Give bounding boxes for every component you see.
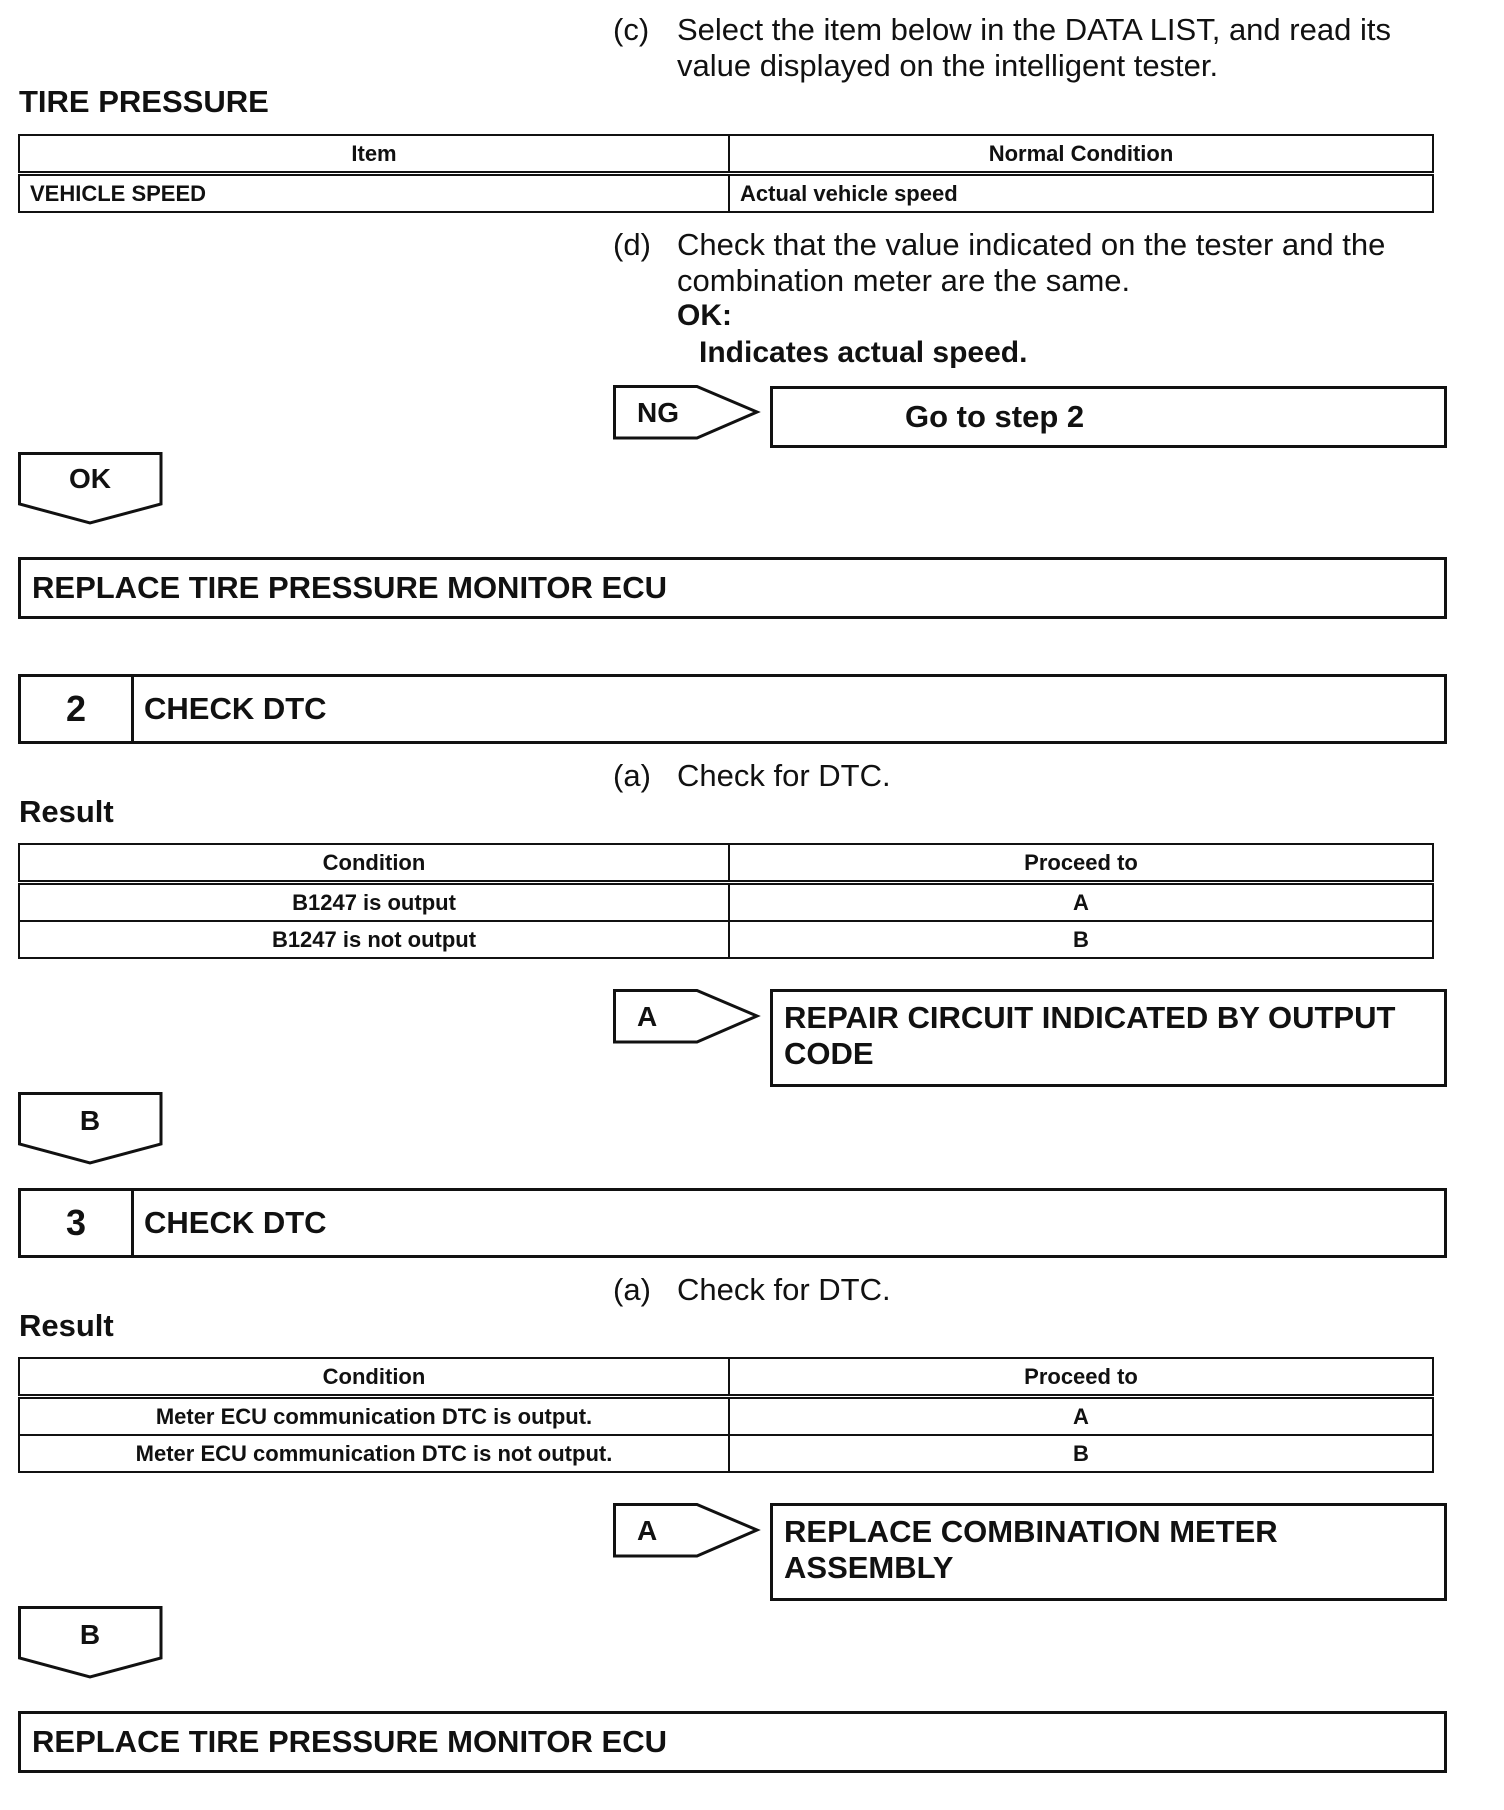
step2-a-instruction bbox=[613, 758, 1413, 798]
replace-ecu-box[interactable] bbox=[18, 557, 1447, 619]
action-text: REPLACE TIRE PRESSURE MONITOR ECU bbox=[32, 570, 668, 605]
substep-text: Check that the value indicated on the tester and the combination meter are the same. bbox=[677, 227, 1386, 298]
table-header-row bbox=[19, 135, 1433, 174]
repair-circuit-box[interactable] bbox=[770, 989, 1447, 1087]
substep-text: Check for DTC. bbox=[677, 1272, 891, 1307]
substep-label: (a) bbox=[613, 758, 651, 793]
ng-arrow-label: NG bbox=[637, 397, 679, 428]
b-arrow-label: B bbox=[79, 1105, 101, 1136]
result-title: Result bbox=[19, 794, 114, 829]
table-header: Proceed to bbox=[729, 844, 1433, 883]
table-cell: B bbox=[729, 921, 1433, 958]
table-header: Condition bbox=[19, 1358, 729, 1397]
step-title: CHECK DTC bbox=[144, 691, 327, 726]
action-text: REPAIR CIRCUIT INDICATED BY OUTPUT CODE bbox=[784, 1000, 1396, 1071]
step-2-header bbox=[18, 674, 1447, 744]
ok-arrow-label: OK bbox=[69, 463, 111, 494]
substep-label: (d) bbox=[613, 227, 651, 262]
table-row bbox=[19, 921, 1433, 958]
b-arrow-label: B bbox=[79, 1619, 101, 1650]
substep-text: Select the item below in the DATA LIST, and read its value displayed on the intelligent tester. bbox=[677, 12, 1391, 83]
action-text: REPLACE COMBINATION METER ASSEMBLY bbox=[784, 1514, 1278, 1585]
replace-ecu-box[interactable] bbox=[18, 1711, 1447, 1773]
table-title: TIRE PRESSURE bbox=[19, 84, 269, 119]
table-cell: B bbox=[729, 1435, 1433, 1472]
replace-meter-box[interactable] bbox=[770, 1503, 1447, 1601]
table-row bbox=[19, 1435, 1433, 1472]
substep-text: Check for DTC. bbox=[677, 758, 891, 793]
table-cell: B1247 is not output bbox=[19, 921, 729, 958]
ok-label: OK: bbox=[677, 299, 732, 332]
a-arrow-label: A bbox=[637, 1001, 658, 1032]
result-table bbox=[18, 1357, 1434, 1473]
table-row bbox=[19, 883, 1433, 922]
table-cell: Actual vehicle speed bbox=[729, 174, 1433, 213]
right-arrow-icon bbox=[613, 989, 763, 1045]
data-list-table bbox=[18, 134, 1434, 213]
result-title: Result bbox=[19, 1308, 114, 1343]
step-number: 3 bbox=[21, 1191, 134, 1255]
right-arrow-icon bbox=[613, 385, 763, 441]
substep-label: (c) bbox=[613, 12, 650, 47]
ok-condition: Indicates actual speed. bbox=[699, 336, 1028, 369]
step-number: 2 bbox=[21, 677, 134, 741]
result-table bbox=[18, 843, 1434, 959]
right-arrow-icon bbox=[613, 1503, 763, 1559]
substep-label: (a) bbox=[613, 1272, 651, 1307]
table-cell: A bbox=[729, 1397, 1433, 1436]
step1-d-instruction bbox=[613, 227, 1413, 307]
table-header-row bbox=[19, 1358, 1433, 1397]
a-arrow-label: A bbox=[637, 1515, 658, 1546]
table-cell: B1247 is output bbox=[19, 883, 729, 922]
table-cell: Meter ECU communication DTC is output. bbox=[19, 1397, 729, 1436]
table-cell: Meter ECU communication DTC is not output. bbox=[19, 1435, 729, 1472]
table-cell: A bbox=[729, 883, 1433, 922]
step-3-header bbox=[18, 1188, 1447, 1258]
table-cell: VEHICLE SPEED bbox=[19, 174, 729, 213]
target-text: Go to step 2 bbox=[905, 399, 1085, 434]
table-row bbox=[19, 174, 1433, 213]
table-header: Item bbox=[19, 135, 729, 174]
table-header: Normal Condition bbox=[729, 135, 1433, 174]
step-title: CHECK DTC bbox=[144, 1205, 327, 1240]
step3-a-instruction bbox=[613, 1272, 1413, 1312]
step1-c-instruction bbox=[613, 12, 1413, 92]
table-header-row bbox=[19, 844, 1433, 883]
table-header: Proceed to bbox=[729, 1358, 1433, 1397]
action-text: REPLACE TIRE PRESSURE MONITOR ECU bbox=[32, 1724, 668, 1759]
table-header: Condition bbox=[19, 844, 729, 883]
table-row bbox=[19, 1397, 1433, 1436]
go-to-step-2-box[interactable] bbox=[770, 386, 1447, 448]
